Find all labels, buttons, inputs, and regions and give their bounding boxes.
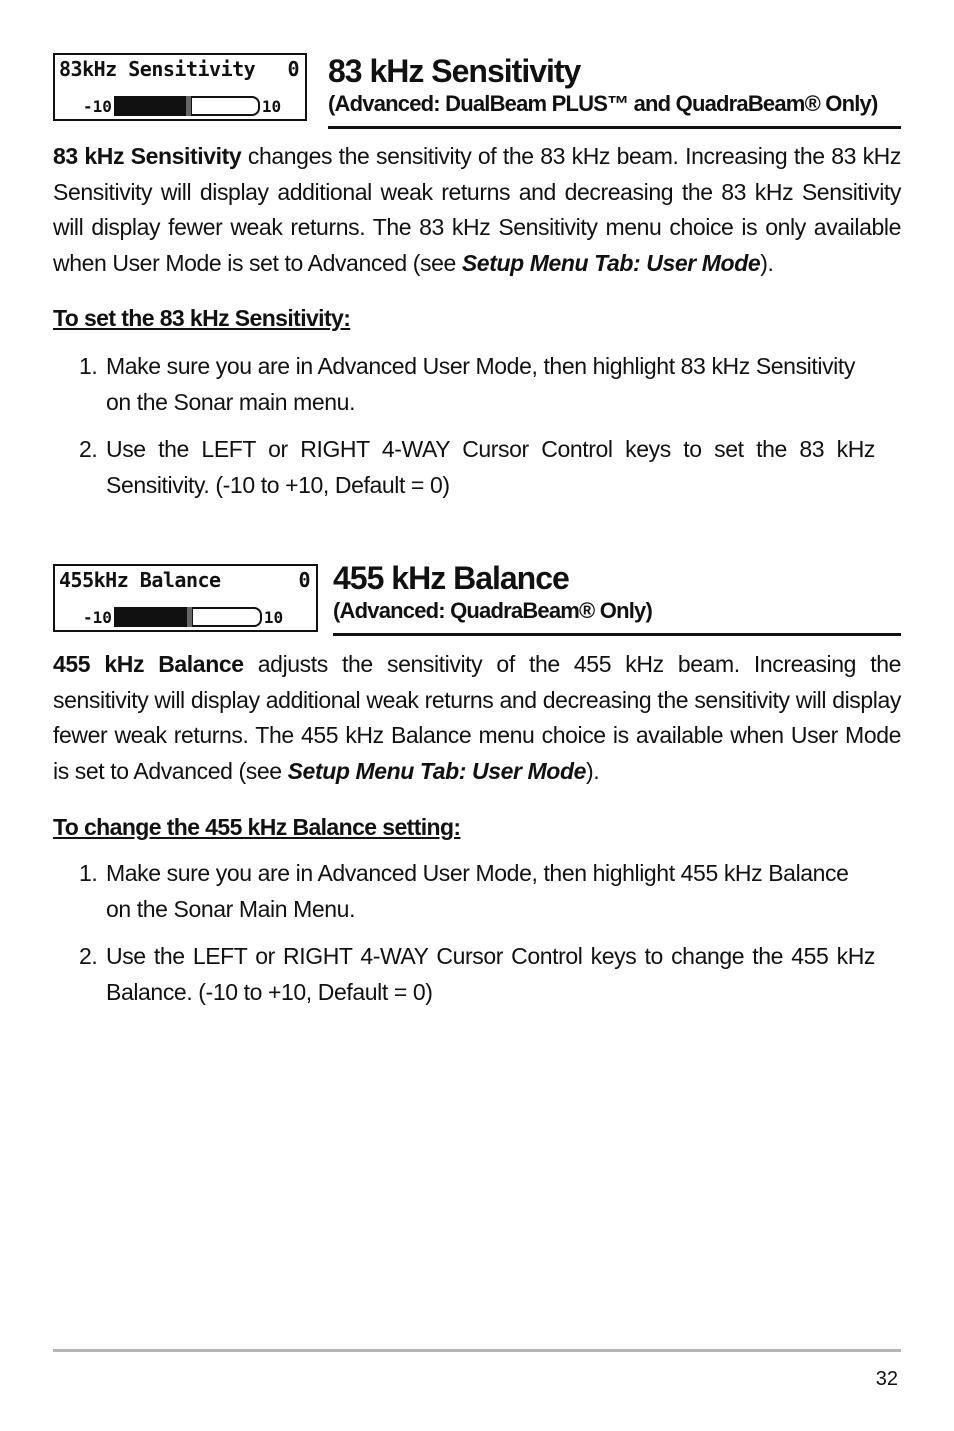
cross-reference: Setup Menu Tab: User Mode [287,757,586,784]
description-term: 83 kHz Sensitivity [53,143,242,169]
section-title-block [333,560,901,636]
step-number: 1. [79,353,98,379]
step-text: Make sure you are in Advanced User Mode, then highlight 83 kHz Sensitivity on the Sonar main menu. [106,353,855,415]
procedure-step [53,349,875,420]
section-subtitle: (Advanced: QuadraBeam® Only) [333,598,652,623]
step-text: Use the LEFT or RIGHT 4-WAY Cursor Control keys to change the 455 kHz Balance. (-10 to +10, Default = 0) [106,943,875,1005]
section-description: 455 kHz Balance adjusts the sensitivity of the 455 kHz beam. Increasing the sensitivity will display additional weak returns and decreasing the sensitivity will display fewer weak returns. The 455 kHz Balance menu choice is available when User Mode is set to Advanced (see Setup Menu Tab: User Mode). [53,651,901,784]
slider-max-label: 10 [263,607,284,627]
procedure-steps [53,349,875,515]
procedure-step [53,432,875,503]
section-83khz-sensitivity [53,53,901,513]
slider-fill [116,609,188,625]
footer-divider [53,1349,901,1352]
procedure-step [53,856,875,927]
menu-widget-label: 83kHz Sensitivity [59,57,256,81]
menu-widget-label: 455kHz Balance [59,568,221,592]
section-title-block [328,53,901,129]
procedure-steps [53,856,875,1022]
section-title: 83 kHz Sensitivity [328,53,581,89]
level-slider [114,607,262,627]
balance-menu-widget [53,564,318,632]
cross-reference: Setup Menu Tab: User Mode [461,249,761,276]
section-title: 455 kHz Balance [333,560,569,596]
step-number: 1. [79,860,98,886]
slider-handle [185,96,192,116]
step-number: 2. [79,436,98,462]
slider-min-label: -10 [83,607,112,627]
menu-widget-value: 0 [298,568,310,592]
menu-widget-value: 0 [287,57,299,81]
slider-max-label: 10 [261,96,282,116]
section-455khz-balance [53,560,901,1024]
level-slider [114,96,260,116]
procedure-heading: To change the 455 kHz Balance setting: [53,814,461,840]
description-term: 455 kHz Balance [53,651,244,677]
section-subtitle: (Advanced: DualBeam PLUS™ and QuadraBeam® Only) [328,91,878,116]
sensitivity-menu-widget [53,53,307,121]
slider-handle [186,607,193,627]
step-number: 2. [79,943,98,969]
procedure-heading: To set the 83 kHz Sensitivity: [53,305,351,331]
step-text: Make sure you are in Advanced User Mode, then highlight 455 kHz Balance on the Sonar Main Menu. [106,860,849,922]
slider-fill [116,98,187,114]
step-text: Use the LEFT or RIGHT 4-WAY Cursor Control keys to set the 83 kHz Sensitivity. (-10 to +10, Default = 0) [106,436,875,498]
procedure-step [53,939,875,1010]
page-number: 32 [875,1368,898,1390]
slider-min-label: -10 [83,96,112,116]
section-description: 83 kHz Sensitivity changes the sensitivity of the 83 kHz beam. Increasing the 83 kHz Sensitivity will display additional weak returns and decreasing the 83 kHz Sensitivity will display fewer weak returns. The 83 kHz Sensitivity menu choice is only available when User Mode is set to Advanced (see Setup Menu Tab: User Mode). [53,143,901,276]
